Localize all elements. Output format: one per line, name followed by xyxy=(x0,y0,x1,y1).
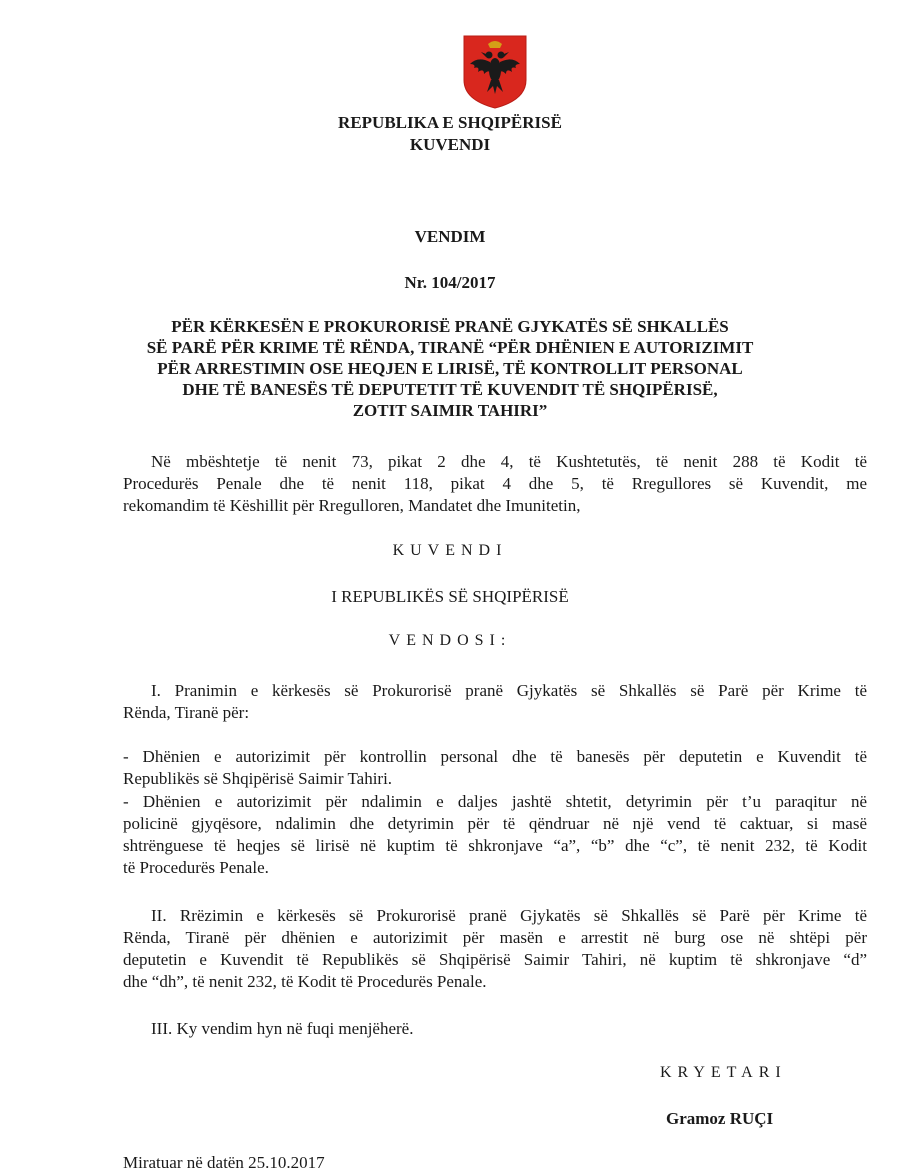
title-line: SË PARË PËR KRIME TË RËNDA, TIRANË “PËR DHËNIEN E AUTORIZIMIT xyxy=(146,338,754,357)
preamble xyxy=(123,451,867,517)
section-line: Rënda, Tiranë për: xyxy=(123,703,250,722)
preamble-line: Procedurës Penale dhe të nenit 118, pikat 4 dhe 5, të Rregullores së Kuvendit, me xyxy=(123,474,867,493)
bullet-line: Republikës së Shqipërisë Saimir Tahiri. xyxy=(123,769,393,788)
document-number: Nr. 104/2017 xyxy=(404,273,496,292)
signatory-name: Gramoz RUÇI xyxy=(666,1109,774,1128)
albania-emblem-icon xyxy=(462,34,528,110)
bullet-line: shtrënguese të heqjes së lirisë në kuptim të shkronjave “a”, “b” dhe “c”, të nenit 232, të Kodit xyxy=(123,836,867,855)
bullet-line: - Dhënien e autorizimit për kontrollin personal dhe të banesës për deputetin e Kuvendit të xyxy=(123,747,867,766)
bullet-line: - Dhënien e autorizimit për ndalimin e daljes jashtë shtetit, detyrimin për t’u paraqitur në xyxy=(123,792,867,811)
title-line: ZOTIT SAIMIR TAHIRI” xyxy=(352,401,548,420)
title-line: DHE TË BANESËS TË DEPUTETIT TË KUVENDIT TË SHQIPËRISË, xyxy=(182,380,718,399)
country-heading: REPUBLIKA E SHQIPËRISË xyxy=(338,113,562,132)
document-type: VENDIM xyxy=(414,227,486,246)
section-one xyxy=(123,680,867,724)
vendosi-heading: VENDOSI: xyxy=(388,632,512,649)
section-three xyxy=(123,1018,867,1040)
section-line: Rënda, Tiranë për dhënien e autorizimit për masën e arrestit në burg ose në shtëpi për xyxy=(123,928,867,947)
bullet-one xyxy=(123,746,867,790)
bullet-line: të Procedurës Penale. xyxy=(123,858,269,877)
title-line: PËR KËRKESËN E PROKURORISË PRANË GJYKATËS SË SHKALLËS xyxy=(171,317,729,336)
kuvendi-heading: KUVENDI xyxy=(392,542,508,559)
signatory-role: KRYETARI xyxy=(660,1064,787,1081)
bullet-line: policinë gjyqësore, ndalimin dhe detyrimin për të qëndruar në një vend të caktuar, si masë xyxy=(123,814,867,833)
institution-heading: KUVENDI xyxy=(409,135,491,154)
title-line: PËR ARRESTIMIN OSE HEQJEN E LIRISË, TË KONTROLLIT PERSONAL xyxy=(157,359,743,378)
section-line: III. Ky vendim hyn në fuqi menjëherë. xyxy=(151,1019,414,1038)
section-two xyxy=(123,905,867,993)
section-line: I. Pranimin e kërkesës së Prokurorisë pranë Gjykatës së Shkallës së Parë për Krime të xyxy=(151,681,867,700)
section-line: dhe “dh”, të nenit 232, të Kodit të Procedurës Penale. xyxy=(123,972,487,991)
republic-heading: I REPUBLIKËS SË SHQIPËRISË xyxy=(331,587,569,606)
preamble-line: Në mbështetje të nenit 73, pikat 2 dhe 4, të Kushtetutës, të nenit 288 të Kodit të xyxy=(151,452,867,471)
decision-title xyxy=(110,316,790,421)
bullet-two xyxy=(123,791,867,879)
section-line: II. Rrëzimin e kërkesës së Prokurorisë pranë Gjykatës së Shkallës së Parë për Krime të xyxy=(151,906,867,925)
approval-date: Miratuar në datën 25.10.2017 xyxy=(123,1153,325,1172)
section-line: deputetin e Kuvendit të Republikës së Shqipërisë Saimir Tahiri, në kuptim të shkronjave “d” xyxy=(123,950,867,969)
preamble-line: rekomandim të Këshillit për Rregulloren, Mandatet dhe Imunitetin, xyxy=(123,496,581,515)
